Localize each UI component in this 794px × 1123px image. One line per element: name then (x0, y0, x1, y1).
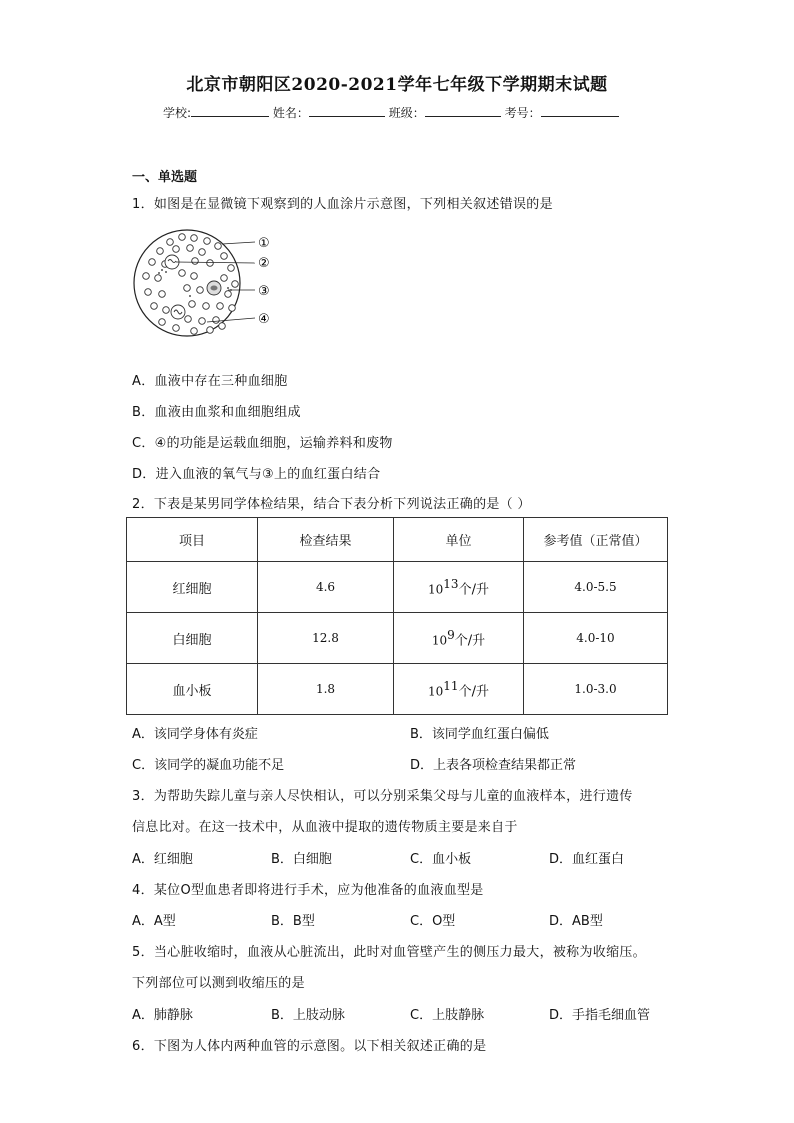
table-row (127, 613, 668, 664)
q5-option-b: B．上肢动脉 (271, 1008, 345, 1023)
q3-stem-line1: 3．为帮助失踪儿童与亲人尽快相认，可以分别采集父母与儿童的血液样本，进行遗传 (132, 789, 633, 804)
number-blank (541, 104, 619, 117)
q1-option-d: D．进入血液的氧气与③上的血红蛋白结合 (132, 467, 381, 482)
q1-option-a: A．血液中存在三种血细胞 (132, 374, 288, 389)
name-label: 姓名： (272, 106, 309, 120)
name-blank (309, 104, 385, 117)
student-info-line (163, 104, 619, 121)
row-item: 白细胞 (127, 613, 258, 664)
row-result: 12.8 (258, 613, 394, 664)
label-1: ① (258, 236, 270, 251)
label-4: ④ (258, 312, 270, 327)
q6-stem: 6．下图为人体内两种血管的示意图。以下相关叙述正确的是 (132, 1039, 487, 1054)
row-result: 4.6 (258, 562, 394, 613)
section-title: 一、单选题 (132, 170, 198, 185)
q4-option-d: D．AB型 (549, 914, 603, 929)
header-item: 项目 (127, 518, 258, 562)
q2-option-d: D．上表各项检查结果都正常 (410, 758, 577, 773)
header-unit: 单位 (394, 518, 524, 562)
row-item: 红细胞 (127, 562, 258, 613)
q3-option-b: B．白细胞 (271, 852, 332, 867)
number-label: 考号： (504, 106, 541, 120)
row-item: 血小板 (127, 664, 258, 715)
q4-option-b: B．B型 (271, 914, 315, 929)
q2-option-a: A．该同学身体有炎症 (132, 727, 258, 742)
q4-option-c: C．O型 (410, 914, 456, 929)
q5-option-a: A．肺静脉 (132, 1008, 193, 1023)
header-result: 检查结果 (258, 518, 394, 562)
label-2: ② (258, 256, 270, 271)
table-row (127, 664, 668, 715)
exam-title: 北京市朝阳区2020-2021学年七年级下学期期末试题 (186, 75, 608, 95)
q5-option-c: C．上肢静脉 (410, 1008, 485, 1023)
q5-stem-line1: 5．当心脏收缩时，血液从心脏流出，此时对血管壁产生的侧压力最大，被称为收缩压。 (132, 945, 646, 960)
q2-option-c: C．该同学的凝血功能不足 (132, 758, 285, 773)
header-reference: 参考值（正常值） (524, 518, 668, 562)
school-blank (191, 104, 269, 117)
row-reference: 1.0-3.0 (524, 664, 668, 715)
q3-option-d: D．血红蛋白 (549, 852, 625, 867)
q1-option-c: C．④的功能是运载血细胞，运输养料和废物 (132, 436, 393, 451)
row-unit: $10^{13}$个/升 (394, 562, 524, 613)
q4-stem: 4．某位O型血患者即将进行手术，应为他准备的血液血型是 (132, 883, 484, 898)
row-unit: $10^{11}$个/升 (394, 664, 524, 715)
q5-stem-line2: 下列部位可以测到收缩压的是 (132, 976, 305, 991)
q2-option-b: B．该同学血红蛋白偏低 (410, 727, 549, 742)
school-label: 学校: (163, 106, 192, 120)
q2-stem: 2．下表是某男同学体检结果，结合下表分析下列说法正确的是（ ） (132, 497, 531, 512)
row-reference: 4.0-10 (524, 613, 668, 664)
q3-option-a: A．红细胞 (132, 852, 193, 867)
exam-result-table (126, 517, 668, 715)
table-row (127, 562, 668, 613)
q5-option-d: D．手指毛细血管 (549, 1008, 651, 1023)
class-label: 班级： (388, 106, 425, 120)
label-3: ③ (258, 284, 270, 299)
q3-option-c: C．血小板 (410, 852, 472, 867)
q1-option-b: B．血液由血浆和血细胞组成 (132, 405, 301, 420)
blood-smear-diagram (132, 226, 282, 346)
row-unit: $10^9$个/升 (394, 613, 524, 664)
q3-stem-line2: 信息比对。在这一技术中，从血液中提取的遗传物质主要是来自于 (132, 820, 518, 835)
row-result: 1.8 (258, 664, 394, 715)
row-reference: 4.0-5.5 (524, 562, 668, 613)
q1-stem: 1．如图是在显微镜下观察到的人血涂片示意图，下列相关叙述错误的是 (132, 197, 553, 212)
class-blank (425, 104, 501, 117)
q4-option-a: A．A型 (132, 914, 176, 929)
table-header-row (127, 518, 668, 562)
